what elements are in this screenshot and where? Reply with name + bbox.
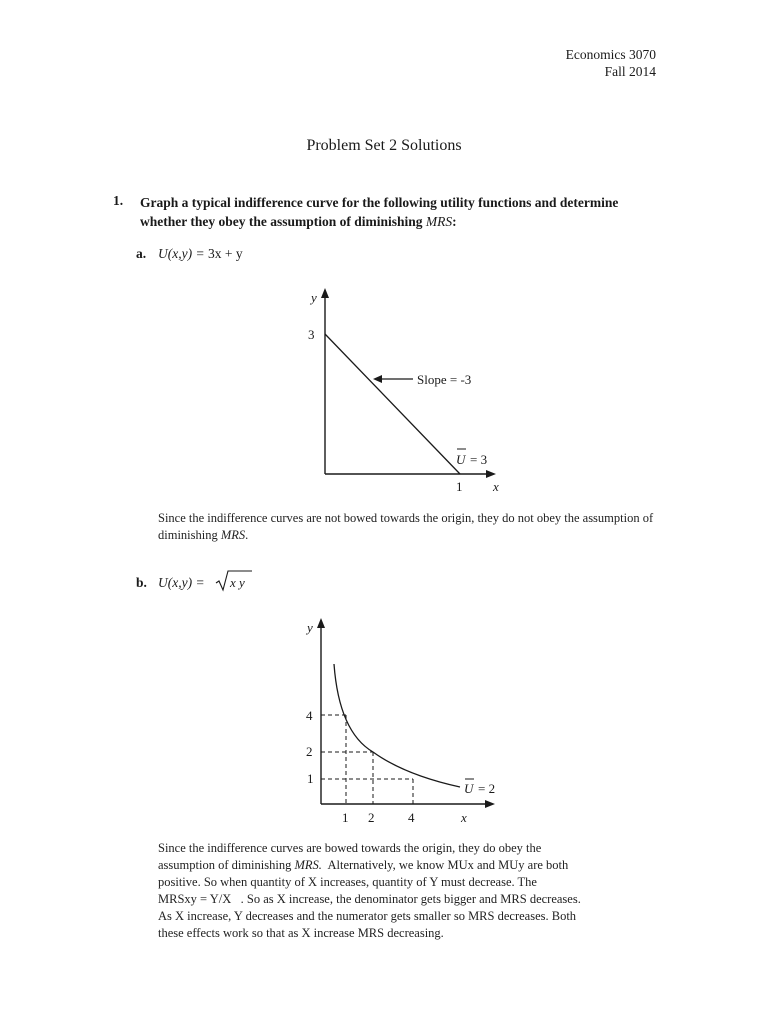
part-a-label: a. xyxy=(136,246,147,261)
part-a-formula-rhs: 3x + y xyxy=(207,246,243,261)
graph-a-slope-label: Slope = -3 xyxy=(417,372,472,387)
part-b-radicand: x y xyxy=(230,575,245,590)
part-b-explanation-mrs: MRS. xyxy=(294,858,322,872)
question-number: 1. xyxy=(113,193,124,208)
graph-b-y-tick-4: 4 xyxy=(306,708,313,723)
graph-a xyxy=(290,282,520,497)
graph-b-y-arrow xyxy=(317,618,325,628)
part-b-formula xyxy=(158,575,205,591)
course-name: Economics 3070 xyxy=(565,47,656,62)
part-b-explanation xyxy=(158,840,668,942)
part-a-explanation xyxy=(158,510,658,544)
graph-b-u-value: = 2 xyxy=(478,781,496,796)
graph-a-u-symbol: U xyxy=(456,452,466,467)
graph-a-x-label: x xyxy=(493,479,499,494)
question-text-mrs: MRS xyxy=(425,214,453,229)
graph-a-y-label: y xyxy=(311,290,317,305)
graph-b-u-symbol: U xyxy=(464,781,474,796)
part-b-label: b. xyxy=(136,575,147,590)
course-term: Fall 2014 xyxy=(604,64,656,79)
part-b-explanation-line-6: these effects work so that as X increase MRS decreasing. xyxy=(158,926,444,940)
part-a-explanation-mrs: MRS xyxy=(220,528,246,542)
graph-b-x-label: x xyxy=(461,810,467,825)
graph-b-x-tick-1: 1 xyxy=(342,810,349,825)
graph-a-indifference-curve xyxy=(325,334,460,474)
part-b-explanation-line-2 xyxy=(158,857,668,874)
part-a-formula-lhs: U(x,y) = xyxy=(158,246,205,261)
part-b-formula-lhs: U(x,y) = xyxy=(158,575,205,590)
graph-a-y-arrow xyxy=(321,288,329,298)
graph-a-slope-arrowhead xyxy=(373,375,382,383)
part-b-explanation-line-2-text: assumption of diminishing xyxy=(158,858,292,872)
graph-b-x-tick-4: 4 xyxy=(408,810,415,825)
question-text-main: Graph a typical indifference curve for the following utility functions and determine whether they obey the assumption of diminishing xyxy=(140,195,619,229)
part-a-formula xyxy=(158,246,243,262)
graph-b xyxy=(295,612,525,830)
graph-b-x-arrow xyxy=(485,800,495,808)
graph-b-y-label: y xyxy=(307,620,313,635)
page-title: Problem Set 2 Solutions xyxy=(306,137,462,154)
graph-a-x-intercept: 1 xyxy=(456,479,463,494)
part-a-explanation-period: . xyxy=(245,528,249,542)
graph-b-x-tick-2: 2 xyxy=(368,810,375,825)
question-text-colon: : xyxy=(452,214,457,229)
part-b-sqrt xyxy=(214,568,254,594)
part-a-explanation-text: Since the indifference curves are not bowed towards the origin, they do not obey the assumption of diminishing xyxy=(158,511,654,542)
question-text xyxy=(140,193,620,231)
part-b-explanation-line-2-rest: Alternatively, we know MUx and MUy are both xyxy=(327,858,569,872)
graph-a-x-arrow xyxy=(486,470,496,478)
graph-b-y-tick-2: 2 xyxy=(306,744,313,759)
graph-a-y-intercept: 3 xyxy=(308,327,315,342)
graph-b-indifference-curve xyxy=(334,664,460,787)
part-b-explanation-line-4: MRSxy = Y/X . So as X increase, the denominator gets bigger and MRS decreases. xyxy=(158,892,581,906)
part-b-explanation-line-5: As X increase, Y decreases and the numerator gets smaller so MRS decreases. Both xyxy=(158,909,577,923)
graph-a-u-value: = 3 xyxy=(470,452,488,467)
graph-b-y-tick-1: 1 xyxy=(307,771,314,786)
part-b-explanation-line-1: Since the indifference curves are bowed towards the origin, they do obey the xyxy=(158,841,542,855)
part-b-explanation-line-3: positive. So when quantity of X increases, quantity of Y must decrease. The xyxy=(158,875,537,889)
